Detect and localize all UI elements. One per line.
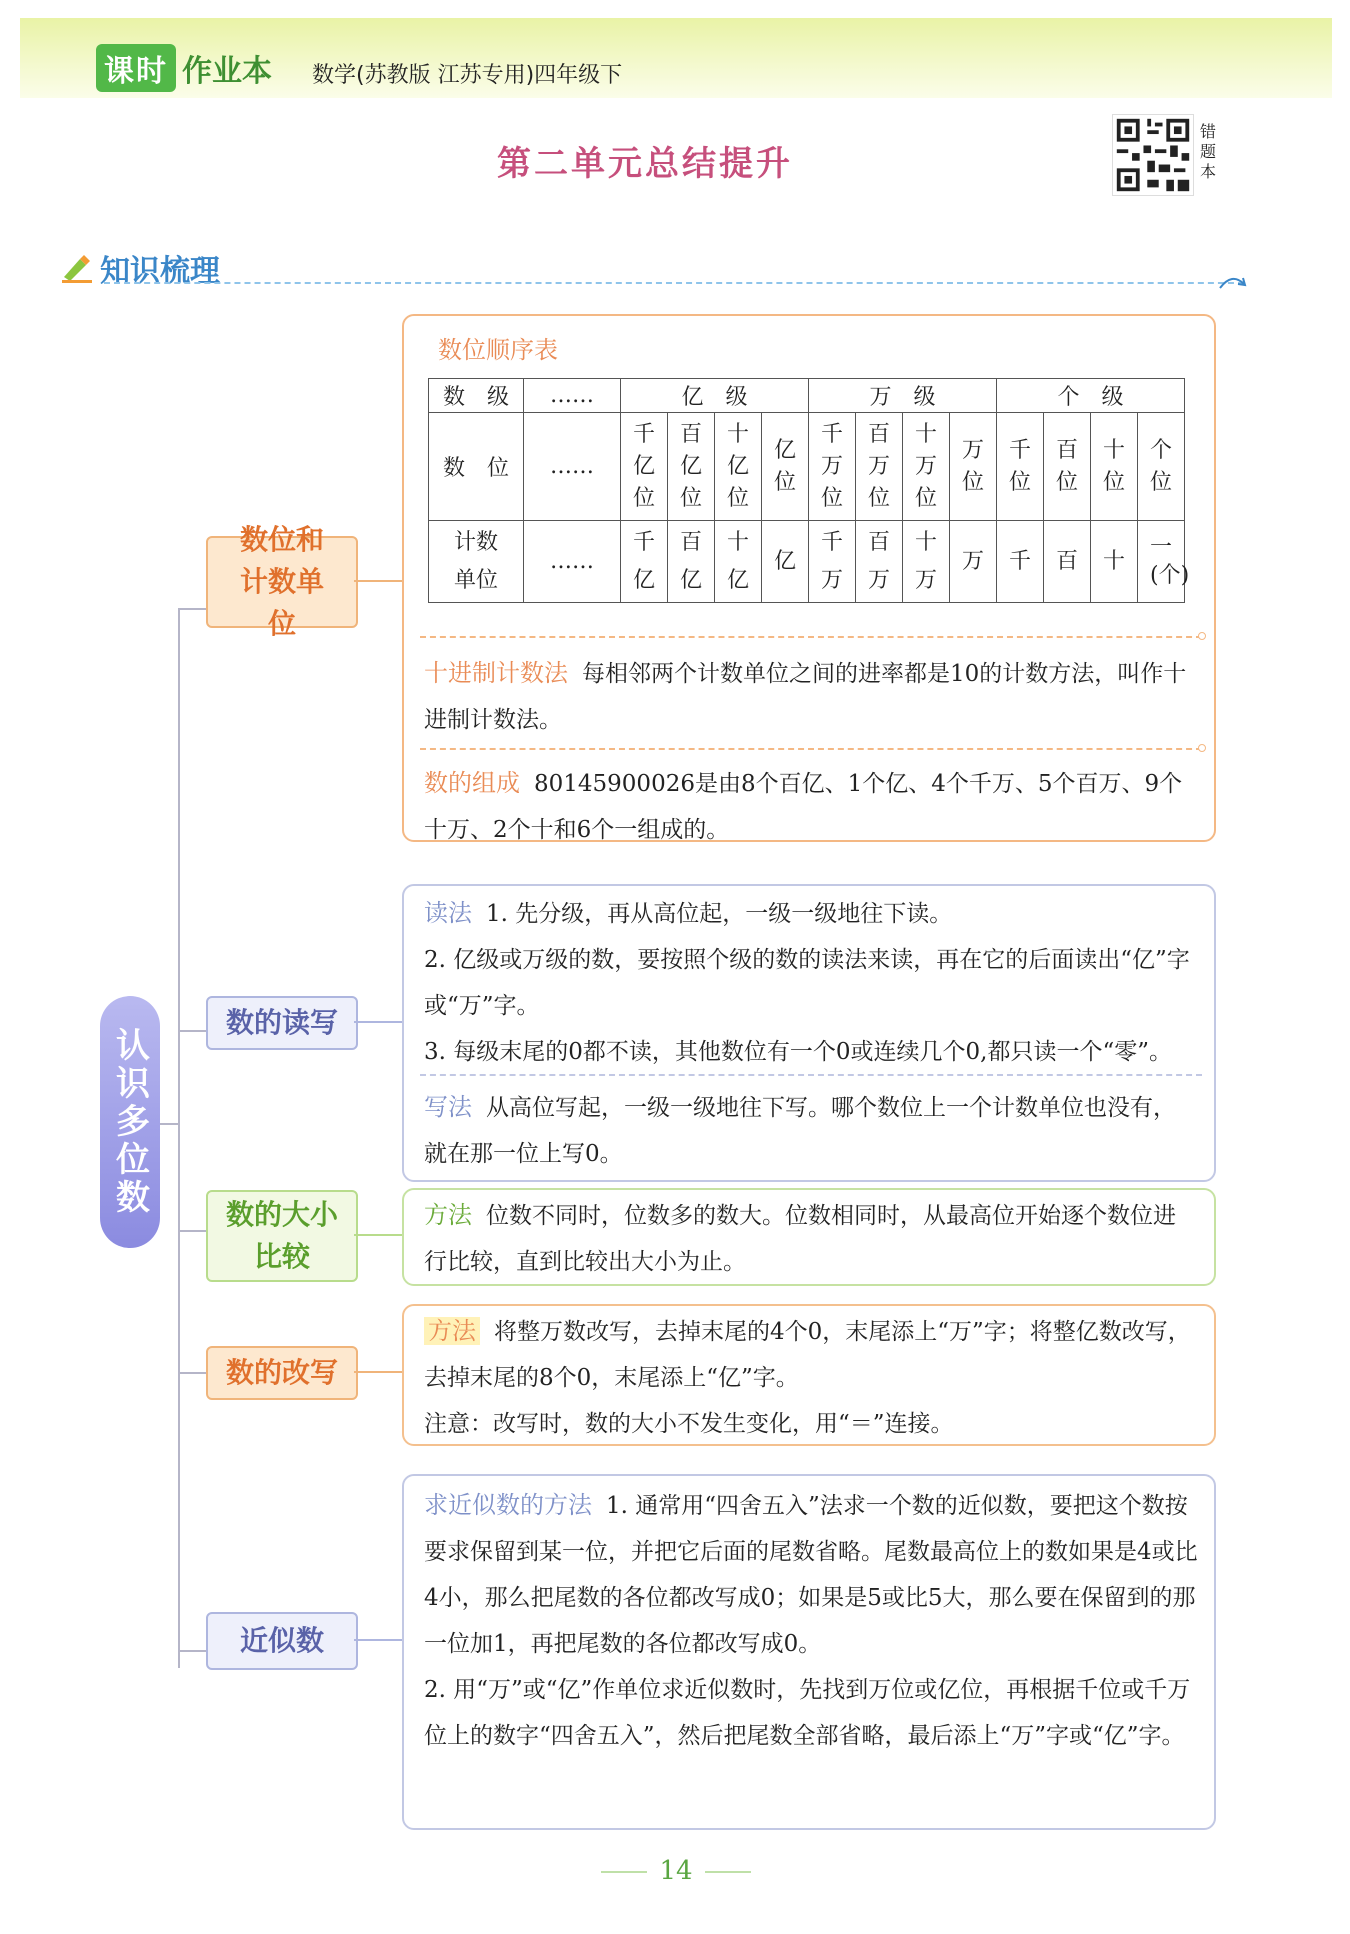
root-node: 认识多位数 bbox=[100, 996, 160, 1248]
place-cell: 百亿位 bbox=[668, 413, 715, 521]
unit-cell: 一(个) bbox=[1138, 521, 1185, 603]
unit-cell: 百万 bbox=[856, 521, 903, 603]
place-dots: …… bbox=[524, 413, 621, 521]
read-paragraph: 读法 1. 先分级，再从高位起，一级一级地往下读。 2. 亿级或万级的数，要按照个级的数的读法来读，再在它的后面读出“亿”字或“万”字。 3. 每级末尾的0都不读，其他数位有一个0或连续几个0,都只读一个“零”。 bbox=[424, 899, 1190, 1065]
decimal-paragraph: 十进制计数法 每相邻两个计数单位之间的进率都是10的计数方法，叫作十进制计数法。 bbox=[424, 659, 1187, 733]
place-cell: 百万位 bbox=[856, 413, 903, 521]
place-cell: 十位 bbox=[1091, 413, 1138, 521]
compare-paragraph: 方法 位数不同时，位数多的数大。位数相同时，从最高位开始逐个数位进行比较，直到比较出大小为止。 bbox=[424, 1201, 1176, 1275]
place-cell: 十万位 bbox=[903, 413, 950, 521]
root-connector bbox=[160, 1123, 178, 1125]
place-cell: 千位 bbox=[997, 413, 1044, 521]
unit-dots: …… bbox=[524, 521, 621, 603]
node-connector bbox=[354, 580, 402, 582]
node-connector bbox=[354, 1234, 402, 1236]
subject-label: 数学(苏教版 江苏专用)四年级下 bbox=[312, 63, 623, 88]
approximate-paragraph: 求近似数的方法 1. 通常用“四舍五入”法求一个数的近似数，要把这个数按要求保留到某一位，并把它后面的尾数省略。尾数最高位上的数如果是4或比4小，那么把尾数的各位都改写成0；如果是5或比5大，那么要在保留到的那一位加1，再把尾数的各位都改写成0。 2. 用“万”或“亿”作单位求近似数时，先找到万位或亿位，再根据千位或千万位上的数字“四舍五入”，然后把尾数全部省略，最后添上“万”字或“亿”字。 bbox=[424, 1491, 1198, 1749]
arrow-decoration-icon bbox=[1218, 270, 1248, 292]
page bbox=[20, 18, 1332, 1918]
node-compare: 数的大小比较 bbox=[206, 1190, 358, 1282]
node-read-write: 数的读写 bbox=[206, 996, 358, 1050]
write-paragraph: 写法 从高位写起，一级一级地往下写。哪个数位上一个计数单位也没有，就在那一位上写0。 bbox=[424, 1093, 1176, 1167]
place-cell: 百位 bbox=[1044, 413, 1091, 521]
place-value-table bbox=[428, 378, 1190, 603]
page-title: 第二单元总结提升 bbox=[497, 144, 793, 184]
header-bar bbox=[20, 18, 1332, 98]
unit-cell: 千 bbox=[997, 521, 1044, 603]
divider-dot bbox=[1198, 744, 1206, 752]
grade-yi: 亿 级 bbox=[621, 379, 809, 413]
node-connector bbox=[354, 1371, 402, 1373]
read-write-box bbox=[402, 884, 1216, 1182]
node-approximate: 近似数 bbox=[206, 1612, 358, 1670]
node-place-value: 数位和计数单位 bbox=[206, 536, 358, 628]
brand-logo: 课时 bbox=[96, 44, 176, 92]
place-cell: 亿位 bbox=[762, 413, 809, 521]
unit-cell: 十万 bbox=[903, 521, 950, 603]
grade-dots: …… bbox=[524, 379, 621, 413]
wrong-questions-label: 错题本 bbox=[1200, 122, 1217, 181]
place-cell: 千万位 bbox=[809, 413, 856, 521]
approximate-box bbox=[402, 1474, 1216, 1830]
node-connector bbox=[354, 1639, 402, 1641]
grade-wan: 万 级 bbox=[809, 379, 997, 413]
place-cell: 个位 bbox=[1138, 413, 1185, 521]
grade-ge: 个 级 bbox=[997, 379, 1185, 413]
divider bbox=[420, 1074, 1202, 1076]
section-divider bbox=[104, 282, 1244, 284]
node-rewrite: 数的改写 bbox=[206, 1346, 358, 1400]
brand-name: 作业本 bbox=[182, 54, 272, 89]
unit-cell: 十亿 bbox=[715, 521, 762, 603]
table-caption: 数位顺序表 bbox=[438, 336, 558, 364]
divider bbox=[420, 636, 1202, 638]
unit-label: 计数单位 bbox=[429, 521, 524, 603]
compare-box bbox=[402, 1188, 1216, 1286]
grade-label: 数 级 bbox=[429, 379, 524, 413]
place-value-box bbox=[402, 314, 1216, 842]
node-connector bbox=[354, 1021, 402, 1023]
unit-cell: 亿 bbox=[762, 521, 809, 603]
unit-cell: 万 bbox=[950, 521, 997, 603]
brand bbox=[96, 44, 272, 92]
rewrite-box bbox=[402, 1304, 1216, 1446]
unit-cell: 百 bbox=[1044, 521, 1091, 603]
place-cell: 千亿位 bbox=[621, 413, 668, 521]
divider bbox=[420, 748, 1202, 750]
page-number: 14 bbox=[20, 1856, 1332, 1886]
section-label: 知识梳理 bbox=[100, 254, 220, 289]
place-cell: 万位 bbox=[950, 413, 997, 521]
pencil-icon bbox=[60, 253, 94, 283]
rewrite-paragraph: 方法 将整万数改写，去掉末尾的4个0，末尾添上“万”字；将整亿数改写，去掉末尾的8个0，末尾添上“亿”字。 注意：改写时，数的大小不发生变化，用“＝”连接。 bbox=[424, 1317, 1191, 1437]
unit-cell: 十 bbox=[1091, 521, 1138, 603]
qr-code-icon[interactable] bbox=[1112, 114, 1194, 196]
unit-cell: 千万 bbox=[809, 521, 856, 603]
divider-dot bbox=[1198, 632, 1206, 640]
unit-cell: 百亿 bbox=[668, 521, 715, 603]
unit-cell: 千亿 bbox=[621, 521, 668, 603]
place-cell: 十亿位 bbox=[715, 413, 762, 521]
branch-spine bbox=[178, 608, 180, 1668]
composition-paragraph: 数的组成 80145900026是由8个百亿、1个亿、4个千万、5个百万、9个十万、2个十和6个一组成的。 bbox=[424, 769, 1183, 843]
place-label: 数 位 bbox=[429, 413, 524, 521]
